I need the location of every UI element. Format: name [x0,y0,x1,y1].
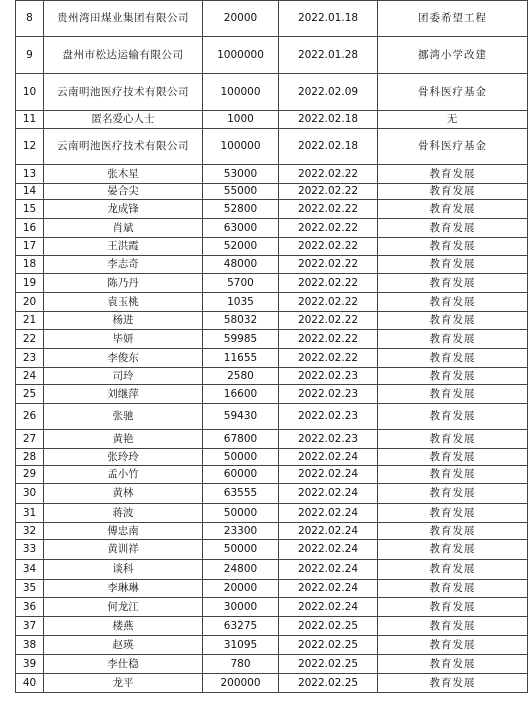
row-number: 10 [16,74,44,111]
donation-date: 2022.02.24 [279,449,378,466]
donor-name: 李志奇 [44,256,203,274]
donor-name: 龙平 [44,674,203,693]
table-row [16,165,528,184]
donation-purpose: 教育发展 [378,430,528,449]
table-row [16,312,528,330]
donor-name: 李琳琳 [44,580,203,598]
donation-purpose: 教育发展 [378,349,528,368]
row-number: 12 [16,129,44,165]
donation-amount: 1000 [203,111,279,129]
donor-name: 王洪霞 [44,238,203,256]
table-row [16,385,528,404]
donation-date: 2022.02.09 [279,74,378,111]
donation-amount: 52800 [203,200,279,219]
donation-date: 2022.02.24 [279,466,378,484]
row-number: 15 [16,200,44,219]
donor-name: 蒋波 [44,504,203,523]
donation-purpose: 教育发展 [378,404,528,430]
donor-name: 谈科 [44,560,203,580]
donation-amount: 63555 [203,484,279,504]
table-row [16,466,528,484]
donor-name: 晏合尖 [44,184,203,200]
donation-date: 2022.02.24 [279,560,378,580]
table-row [16,368,528,385]
row-number: 24 [16,368,44,385]
donor-name: 李仕稳 [44,655,203,674]
table-row [16,1,528,37]
donor-name: 云南明池医疗技术有限公司 [44,74,203,111]
donation-purpose: 教育发展 [378,238,528,256]
donation-purpose: 教育发展 [378,368,528,385]
table-row [16,674,528,693]
donation-amount: 55000 [203,184,279,200]
donation-date: 2022.02.22 [279,349,378,368]
donation-purpose: 教育发展 [378,540,528,560]
donation-purpose: 教育发展 [378,504,528,523]
donation-amount: 50000 [203,504,279,523]
row-number: 8 [16,1,44,37]
donation-amount: 200000 [203,674,279,693]
donor-name: 楼燕 [44,617,203,636]
row-number: 18 [16,256,44,274]
table-row [16,37,528,74]
donation-purpose: 教育发展 [378,200,528,219]
row-number: 36 [16,598,44,617]
donation-date: 2022.02.25 [279,655,378,674]
donation-amount: 100000 [203,74,279,111]
donor-name: 云南明池医疗技术有限公司 [44,129,203,165]
row-number: 34 [16,560,44,580]
donation-amount: 53000 [203,165,279,184]
donation-purpose: 教育发展 [378,466,528,484]
donation-purpose: 教育发展 [378,256,528,274]
donation-amount: 20000 [203,580,279,598]
donation-date: 2022.02.22 [279,293,378,312]
table-row [16,636,528,655]
table-row [16,560,528,580]
row-number: 27 [16,430,44,449]
row-number: 26 [16,404,44,430]
donation-date: 2022.02.18 [279,129,378,165]
donation-amount: 24800 [203,560,279,580]
donation-date: 2022.02.22 [279,238,378,256]
donation-date: 2022.02.25 [279,674,378,693]
donor-name: 张玲玲 [44,449,203,466]
donation-date: 2022.02.22 [279,219,378,238]
row-number: 20 [16,293,44,312]
donor-name: 陈乃丹 [44,274,203,293]
donation-date: 2022.02.24 [279,504,378,523]
donation-date: 2022.02.22 [279,165,378,184]
row-number: 22 [16,330,44,349]
donation-date: 2022.01.18 [279,1,378,37]
donation-purpose: 教育发展 [378,165,528,184]
table-row [16,129,528,165]
donation-amount: 50000 [203,449,279,466]
donation-date: 2022.02.22 [279,312,378,330]
table-row [16,504,528,523]
row-number: 19 [16,274,44,293]
donor-name: 肖斌 [44,219,203,238]
donation-amount: 20000 [203,1,279,37]
donation-purpose: 教育发展 [378,636,528,655]
donation-amount: 23300 [203,523,279,540]
donation-purpose: 教育发展 [378,484,528,504]
donation-amount: 59985 [203,330,279,349]
row-number: 38 [16,636,44,655]
donation-purpose: 教育发展 [378,449,528,466]
donation-purpose: 教育发展 [378,560,528,580]
donation-purpose: 教育发展 [378,580,528,598]
donation-amount: 30000 [203,598,279,617]
row-number: 30 [16,484,44,504]
donor-name: 何龙江 [44,598,203,617]
donor-name: 盘州市松达运输有限公司 [44,37,203,74]
table-row [16,484,528,504]
row-number: 16 [16,219,44,238]
donor-name: 孟小竹 [44,466,203,484]
donation-date: 2022.02.24 [279,484,378,504]
donation-purpose: 教育发展 [378,184,528,200]
donation-date: 2022.02.18 [279,111,378,129]
table-row [16,449,528,466]
row-number: 23 [16,349,44,368]
donor-name: 赵瑛 [44,636,203,655]
row-number: 31 [16,504,44,523]
donor-name: 傅忠南 [44,523,203,540]
row-number: 21 [16,312,44,330]
donation-date: 2022.02.24 [279,580,378,598]
donation-amount: 5700 [203,274,279,293]
table-row [16,111,528,129]
donor-name: 司玲 [44,368,203,385]
donation-amount: 1000000 [203,37,279,74]
donation-amount: 59430 [203,404,279,430]
donation-date: 2022.02.22 [279,256,378,274]
donation-purpose: 骨科医疗基金 [378,74,528,111]
row-number: 37 [16,617,44,636]
table-row [16,404,528,430]
table-row [16,523,528,540]
donor-name: 龙成锋 [44,200,203,219]
donation-date: 2022.02.23 [279,430,378,449]
table-row [16,200,528,219]
donation-purpose: 教育发展 [378,312,528,330]
donation-date: 2022.02.24 [279,523,378,540]
table-row [16,293,528,312]
row-number: 40 [16,674,44,693]
donation-purpose: 无 [378,111,528,129]
donation-amount: 1035 [203,293,279,312]
donation-amount: 2580 [203,368,279,385]
donor-name: 张驰 [44,404,203,430]
donation-purpose: 骨科医疗基金 [378,129,528,165]
row-number: 9 [16,37,44,74]
row-number: 14 [16,184,44,200]
donor-name: 杨进 [44,312,203,330]
row-number: 13 [16,165,44,184]
donation-purpose: 教育发展 [378,219,528,238]
donation-purpose: 教育发展 [378,385,528,404]
donation-amount: 60000 [203,466,279,484]
donor-name: 李俊东 [44,349,203,368]
donation-purpose: 教育发展 [378,674,528,693]
donation-date: 2022.02.24 [279,540,378,560]
donor-name: 匿名爱心人士 [44,111,203,129]
donation-amount: 31095 [203,636,279,655]
donation-amount: 100000 [203,129,279,165]
table-row [16,274,528,293]
row-number: 25 [16,385,44,404]
row-number: 33 [16,540,44,560]
donor-name: 毕妍 [44,330,203,349]
row-number: 29 [16,466,44,484]
donation-table-body [16,1,528,693]
table-row [16,238,528,256]
donation-amount: 63000 [203,219,279,238]
donation-amount: 58032 [203,312,279,330]
donation-date: 2022.02.23 [279,368,378,385]
donation-amount: 48000 [203,256,279,274]
donation-purpose: 教育发展 [378,598,528,617]
row-number: 28 [16,449,44,466]
donation-purpose: 教育发展 [378,617,528,636]
donation-purpose: 教育发展 [378,523,528,540]
donation-date: 2022.02.24 [279,598,378,617]
donation-purpose: 教育发展 [378,274,528,293]
donor-name: 黄训祥 [44,540,203,560]
donation-amount: 11655 [203,349,279,368]
donation-date: 2022.02.22 [279,274,378,293]
donation-purpose: 教育发展 [378,330,528,349]
donation-amount: 63275 [203,617,279,636]
donation-date: 2022.02.22 [279,330,378,349]
donation-purpose: 团委希望工程 [378,1,528,37]
table-row [16,74,528,111]
table-row [16,540,528,560]
table-row [16,617,528,636]
donation-amount: 16600 [203,385,279,404]
table-row [16,430,528,449]
donation-date: 2022.01.28 [279,37,378,74]
table-row [16,256,528,274]
donor-name: 张木星 [44,165,203,184]
donation-date: 2022.02.23 [279,404,378,430]
row-number: 32 [16,523,44,540]
donation-purpose: 挪湾小学改建 [378,37,528,74]
table-row [16,330,528,349]
donation-table [15,0,528,693]
table-row [16,219,528,238]
table-row [16,184,528,200]
donor-name: 黄艳 [44,430,203,449]
donation-date: 2022.02.25 [279,636,378,655]
table-row [16,349,528,368]
row-number: 11 [16,111,44,129]
row-number: 39 [16,655,44,674]
donation-date: 2022.02.23 [279,385,378,404]
donation-amount: 52000 [203,238,279,256]
donor-name: 贵州湾田煤业集团有限公司 [44,1,203,37]
donation-purpose: 教育发展 [378,655,528,674]
donation-amount: 67800 [203,430,279,449]
donation-amount: 780 [203,655,279,674]
donation-date: 2022.02.22 [279,184,378,200]
donation-date: 2022.02.22 [279,200,378,219]
donation-purpose: 教育发展 [378,293,528,312]
table-row [16,580,528,598]
table-row [16,598,528,617]
donation-date: 2022.02.25 [279,617,378,636]
row-number: 17 [16,238,44,256]
donor-name: 袁玉桃 [44,293,203,312]
donation-amount: 50000 [203,540,279,560]
row-number: 35 [16,580,44,598]
donor-name: 刘继萍 [44,385,203,404]
donor-name: 黄林 [44,484,203,504]
table-row [16,655,528,674]
